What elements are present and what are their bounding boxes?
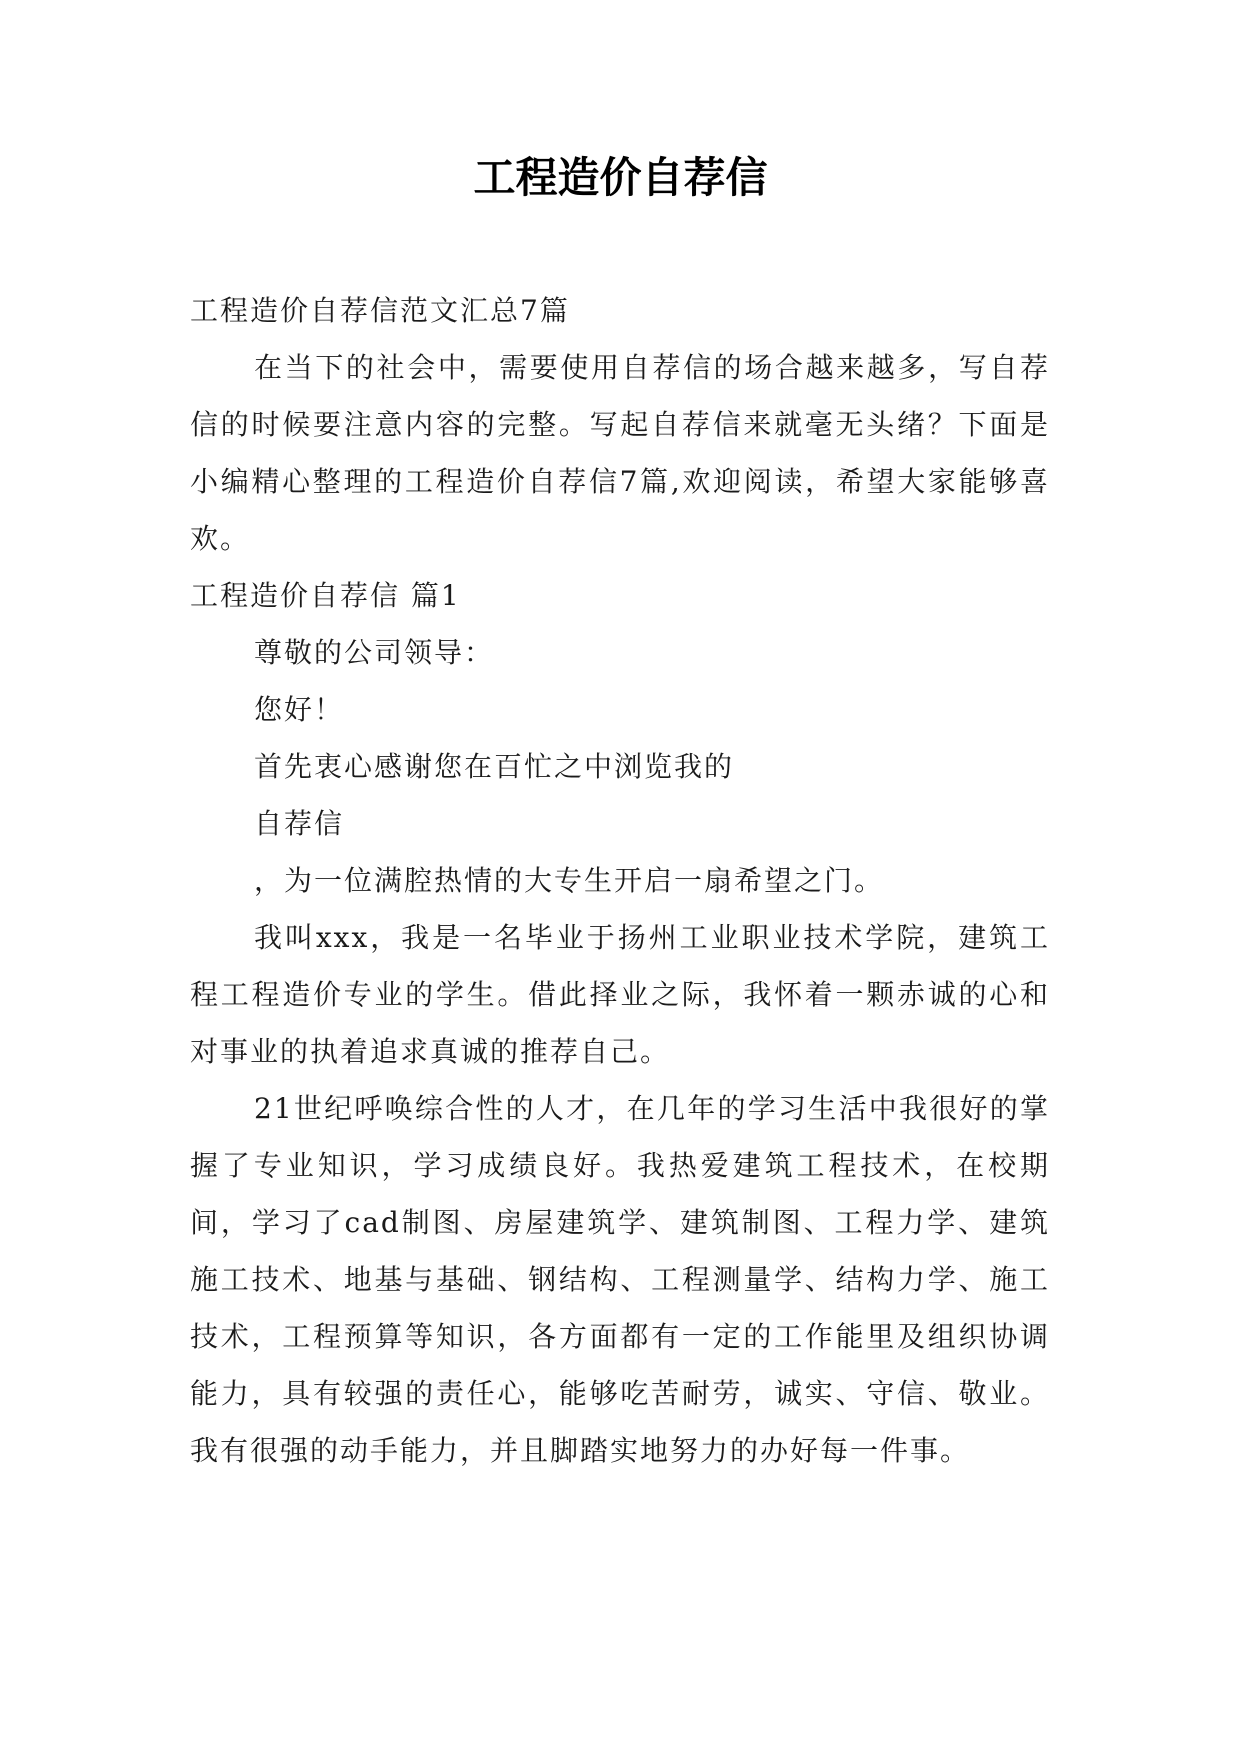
document-title: 工程造价自荐信 <box>473 153 768 202</box>
salutation: 尊敬的公司领导： <box>254 636 495 669</box>
intro-paragraph: 在当下的社会中，需要使用自荐信的场合越来越多，写自荐信的时候要注意内容的完整。写起自荐信来就毫无头绪？下面是小编精心整理的工程造价自荐信7篇,欢迎阅读，希望大家能够喜欢。 <box>190 351 1050 555</box>
letter-line: 首先衷心感谢您在百忙之中浏览我的 <box>254 750 735 783</box>
letter-paragraph: 我叫xxx，我是一名毕业于扬州工业职业技术学院，建筑工程工程造价专业的学生。借此择业之际，我怀着一颗赤诚的心和对事业的执着追求真诚的推荐自己。 <box>190 921 1050 1068</box>
section-heading: 工程造价自荐信 篇1 <box>190 579 461 612</box>
greeting: 您好！ <box>254 693 345 726</box>
subtitle-line: 工程造价自荐信范文汇总7篇 <box>190 294 570 327</box>
letter-line: 自荐信 <box>254 807 345 840</box>
document-body <box>190 282 1050 1479</box>
letter-paragraph: 21世纪呼唤综合性的人才，在几年的学习生活中我很好的掌握了专业知识，学习成绩良好。我热爱建筑工程技术，在校期间，学习了cad制图、房屋建筑学、建筑制图、工程力学、建筑施工技术、地基与基础、钢结构、工程测量学、结构力学、施工技术，工程预算等知识，各方面都有一定的工作能里及组织协调能力，具有较强的责任心，能够吃苦耐劳，诚实、守信、敬业。我有很强的动手能力，并且脚踏实地努力的办好每一件事。 <box>190 1092 1050 1467</box>
letter-line: ，为一位满腔热情的大专生开启一扇希望之门。 <box>254 864 885 897</box>
